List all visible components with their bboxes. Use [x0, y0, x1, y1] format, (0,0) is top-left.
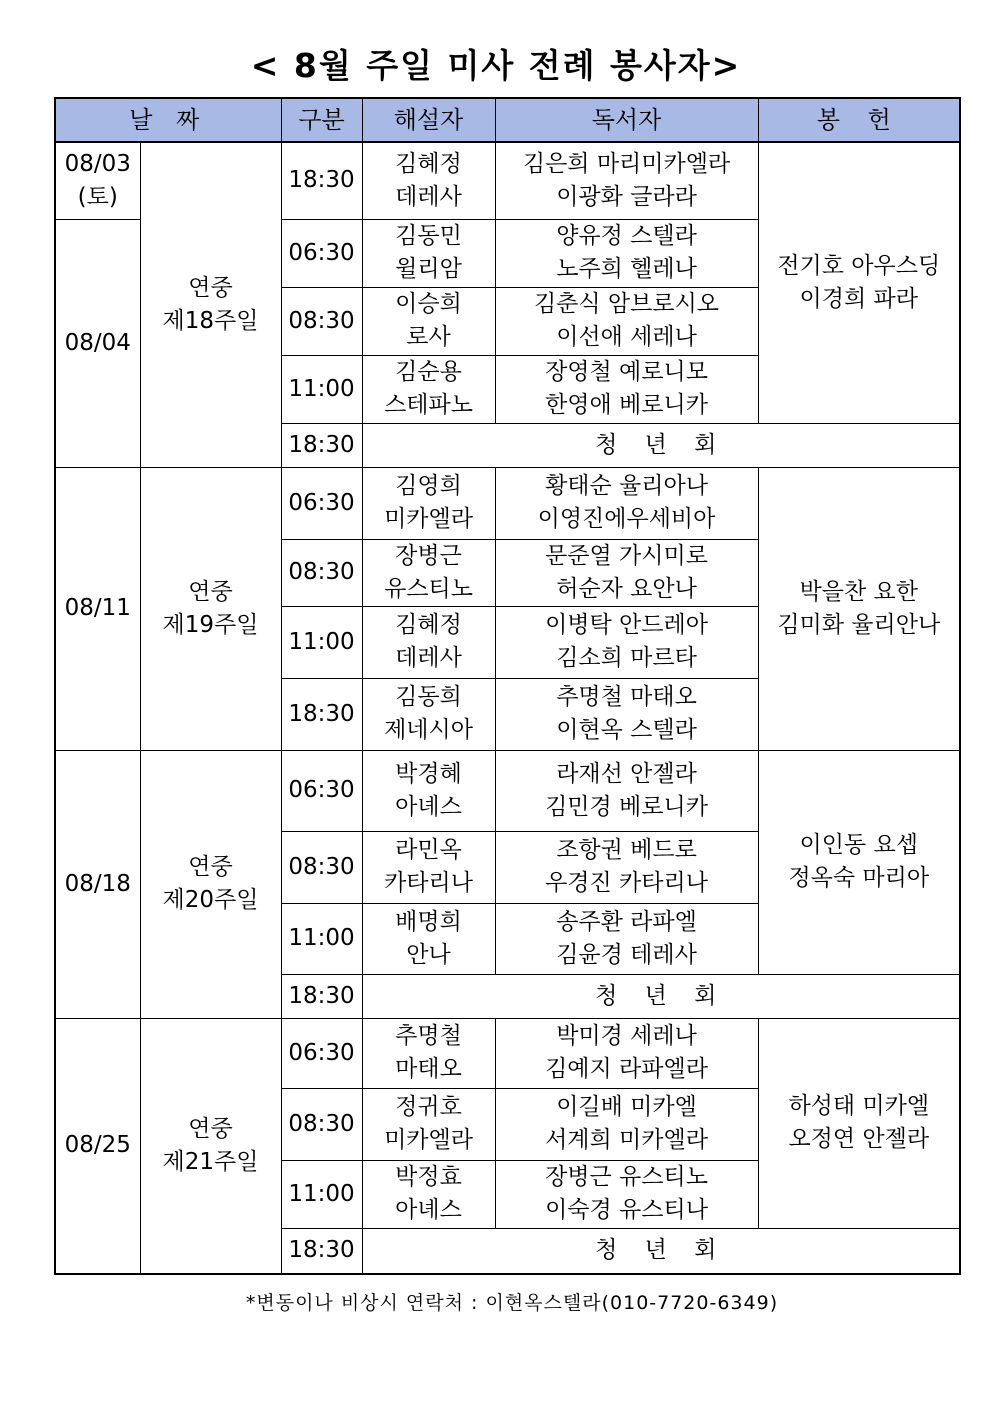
time-cell: 18:30: [281, 423, 362, 467]
youth-group-cell: 청 년 회: [362, 974, 960, 1018]
readers-cell: [495, 219, 758, 287]
time-cell: 08:30: [281, 287, 362, 355]
readers-cell: [495, 606, 758, 678]
time-cell: 18:30: [281, 678, 362, 750]
reader-1: 조항권 베드로: [556, 837, 697, 863]
reader-2: 이현옥 스텔라: [556, 717, 697, 743]
reader-2: 허순자 요안나: [556, 575, 697, 602]
week-text: 제18주일: [162, 307, 259, 334]
season-text: 연중: [188, 274, 233, 301]
commentator-name: 라민옥: [395, 837, 462, 863]
readers-cell: [495, 903, 758, 974]
commentator-baptismal: 아녜스: [395, 1197, 462, 1223]
readers-cell: [495, 750, 758, 831]
day-text: (토): [77, 183, 118, 210]
reader-2: 김윤경 테레사: [556, 941, 697, 968]
offertory-cell: [758, 1018, 960, 1228]
reader-2: 김민경 베로니카: [545, 793, 708, 820]
commentator-name: 김영희: [395, 473, 462, 499]
offertory-2: 오정연 안젤라: [788, 1126, 930, 1152]
week-text: 제20주일: [162, 887, 259, 913]
reader-1: 라재선 안젤라: [556, 760, 697, 787]
schedule-table: [54, 97, 961, 1275]
time-cell: 18:30: [281, 974, 362, 1018]
table-row: [55, 142, 960, 219]
offertory-1: 하성태 미카엘: [788, 1093, 930, 1119]
offertory-cell: [758, 142, 960, 423]
readers-cell: [495, 287, 758, 355]
offertory-cell: [758, 750, 960, 974]
header-commentator: 해설자: [362, 98, 495, 142]
reader-2: 김소희 마르타: [556, 645, 697, 671]
commentator-cell: [362, 467, 495, 539]
commentator-cell: [362, 831, 495, 903]
offertory-1: 전기호 아우스딩: [777, 252, 941, 279]
commentator-name: 박정효: [395, 1164, 462, 1190]
offertory-1: 이인동 요셉: [799, 832, 918, 858]
date-cell: 08/04: [55, 219, 140, 467]
commentator-name: 이승희: [395, 291, 462, 317]
commentator-baptismal: 데레사: [395, 183, 462, 210]
time-cell: 08:30: [281, 831, 362, 903]
time-cell: 11:00: [281, 355, 362, 423]
readers-cell: [495, 467, 758, 539]
commentator-cell: [362, 606, 495, 678]
reader-2: 이숙경 유스티나: [545, 1197, 708, 1223]
commentator-baptismal: 미카엘라: [384, 506, 473, 532]
time-cell: 06:30: [281, 467, 362, 539]
commentator-baptismal: 윌리암: [395, 256, 462, 282]
commentator-cell: [362, 287, 495, 355]
date-cell: 08/18: [55, 750, 140, 1018]
commentator-name: 장병근: [395, 542, 462, 569]
commentator-name: 김동민: [395, 223, 462, 249]
reader-1: 양유정 스텔라: [556, 223, 697, 249]
week-text: 제21주일: [162, 1148, 259, 1175]
commentator-cell: [362, 1160, 495, 1228]
commentator-cell: [362, 678, 495, 750]
reader-2: 김예지 라파엘라: [545, 1056, 708, 1082]
commentator-baptismal: 제네시아: [384, 717, 473, 743]
commentator-cell: [362, 903, 495, 974]
time-cell: 18:30: [281, 142, 362, 219]
date-cell: [55, 142, 140, 219]
commentator-cell: [362, 142, 495, 219]
time-cell: 06:30: [281, 750, 362, 831]
time-cell: 08:30: [281, 539, 362, 606]
header-offertory: 봉 헌: [758, 98, 960, 142]
commentator-cell: [362, 539, 495, 606]
reader-1: 황태순 율리아나: [545, 473, 708, 499]
commentator-cell: [362, 1088, 495, 1160]
reader-1: 문준열 가시미로: [545, 542, 708, 569]
reader-1: 추명철 마태오: [556, 684, 697, 710]
offertory-cell: [758, 467, 960, 750]
time-cell: 11:00: [281, 606, 362, 678]
time-cell: 18:30: [281, 1228, 362, 1274]
reader-2: 노주희 헬레나: [556, 256, 697, 282]
table-row: [55, 750, 960, 831]
reader-1: 이병탁 안드레아: [545, 612, 708, 638]
commentator-cell: [362, 750, 495, 831]
commentator-name: 추명철: [395, 1023, 462, 1049]
reader-1: 이길배 미카엘: [556, 1094, 697, 1120]
season-text: 연중: [188, 578, 233, 605]
youth-group-cell: 청 년 회: [362, 1228, 960, 1274]
header-category: 구분: [281, 98, 362, 142]
table-row: [55, 1018, 960, 1088]
youth-group-cell: 청 년 회: [362, 423, 960, 467]
reader-1: 김춘식 암브로시오: [533, 291, 720, 317]
commentator-baptismal: 안나: [406, 941, 451, 968]
readers-cell: [495, 142, 758, 219]
commentator-cell: [362, 1018, 495, 1088]
readers-cell: [495, 1088, 758, 1160]
week-text: 제19주일: [162, 611, 259, 638]
commentator-baptismal: 미카엘라: [384, 1127, 473, 1153]
offertory-2: 정옥숙 마리아: [788, 865, 930, 891]
commentator-baptismal: 유스티노: [384, 575, 473, 602]
header-readers: 독서자: [495, 98, 758, 142]
reader-1: 박미경 세레나: [556, 1023, 697, 1049]
commentator-name: 김혜정: [395, 150, 462, 177]
commentator-cell: [362, 219, 495, 287]
season-text: 연중: [188, 1115, 233, 1142]
reader-2: 이영진에우세비아: [537, 506, 716, 532]
offertory-1: 박을찬 요한: [799, 578, 918, 605]
commentator-baptismal: 로사: [406, 324, 451, 350]
reader-2: 이광화 글라라: [556, 183, 697, 210]
readers-cell: [495, 539, 758, 606]
week-cell: [140, 1018, 281, 1274]
commentator-name: 배명희: [395, 908, 462, 935]
offertory-2: 김미화 율리안나: [777, 611, 941, 638]
table-row: [55, 467, 960, 539]
reader-1: 장영철 예로니모: [545, 359, 708, 385]
commentator-cell: [362, 355, 495, 423]
page-title: < 8월 주일 미사 전례 봉사자>: [250, 46, 742, 85]
readers-cell: [495, 355, 758, 423]
commentator-name: 김순용: [395, 359, 462, 385]
date-cell: 08/25: [55, 1018, 140, 1274]
header-row: [55, 98, 960, 142]
reader-1: 김은희 마리미카엘라: [522, 150, 731, 177]
commentator-name: 정귀호: [395, 1094, 462, 1120]
time-cell: 11:00: [281, 903, 362, 974]
season-text: 연중: [188, 854, 233, 880]
date-cell: 08/11: [55, 467, 140, 750]
commentator-name: 박경혜: [395, 760, 462, 787]
reader-2: 한영애 베로니카: [545, 392, 708, 418]
date-text: 08/03: [64, 150, 131, 177]
commentator-baptismal: 데레사: [395, 645, 462, 671]
commentator-baptismal: 카타리나: [384, 870, 473, 896]
commentator-baptismal: 스테파노: [384, 392, 473, 418]
commentator-baptismal: 마태오: [395, 1056, 462, 1082]
commentator-name: 김동희: [395, 684, 462, 710]
readers-cell: [495, 831, 758, 903]
readers-cell: [495, 1018, 758, 1088]
reader-2: 우경진 카타리나: [545, 870, 708, 896]
offertory-2: 이경희 파라: [799, 285, 918, 312]
commentator-baptismal: 아녜스: [395, 793, 462, 820]
readers-cell: [495, 678, 758, 750]
time-cell: 06:30: [281, 219, 362, 287]
week-cell: [140, 467, 281, 750]
reader-2: 이선애 세레나: [556, 324, 697, 350]
time-cell: 06:30: [281, 1018, 362, 1088]
reader-1: 송주환 라파엘: [556, 908, 697, 935]
contact-footnote: *변동이나 비상시 연락처 : 이현옥스텔라(010-7720-6349): [245, 1292, 779, 1314]
reader-1: 장병근 유스티노: [545, 1164, 708, 1190]
commentator-name: 김혜정: [395, 612, 462, 638]
week-cell: [140, 142, 281, 467]
reader-2: 서계희 미카엘라: [545, 1127, 708, 1153]
header-date: 날 짜: [55, 98, 281, 142]
time-cell: 11:00: [281, 1160, 362, 1228]
time-cell: 08:30: [281, 1088, 362, 1160]
readers-cell: [495, 1160, 758, 1228]
week-cell: [140, 750, 281, 1018]
